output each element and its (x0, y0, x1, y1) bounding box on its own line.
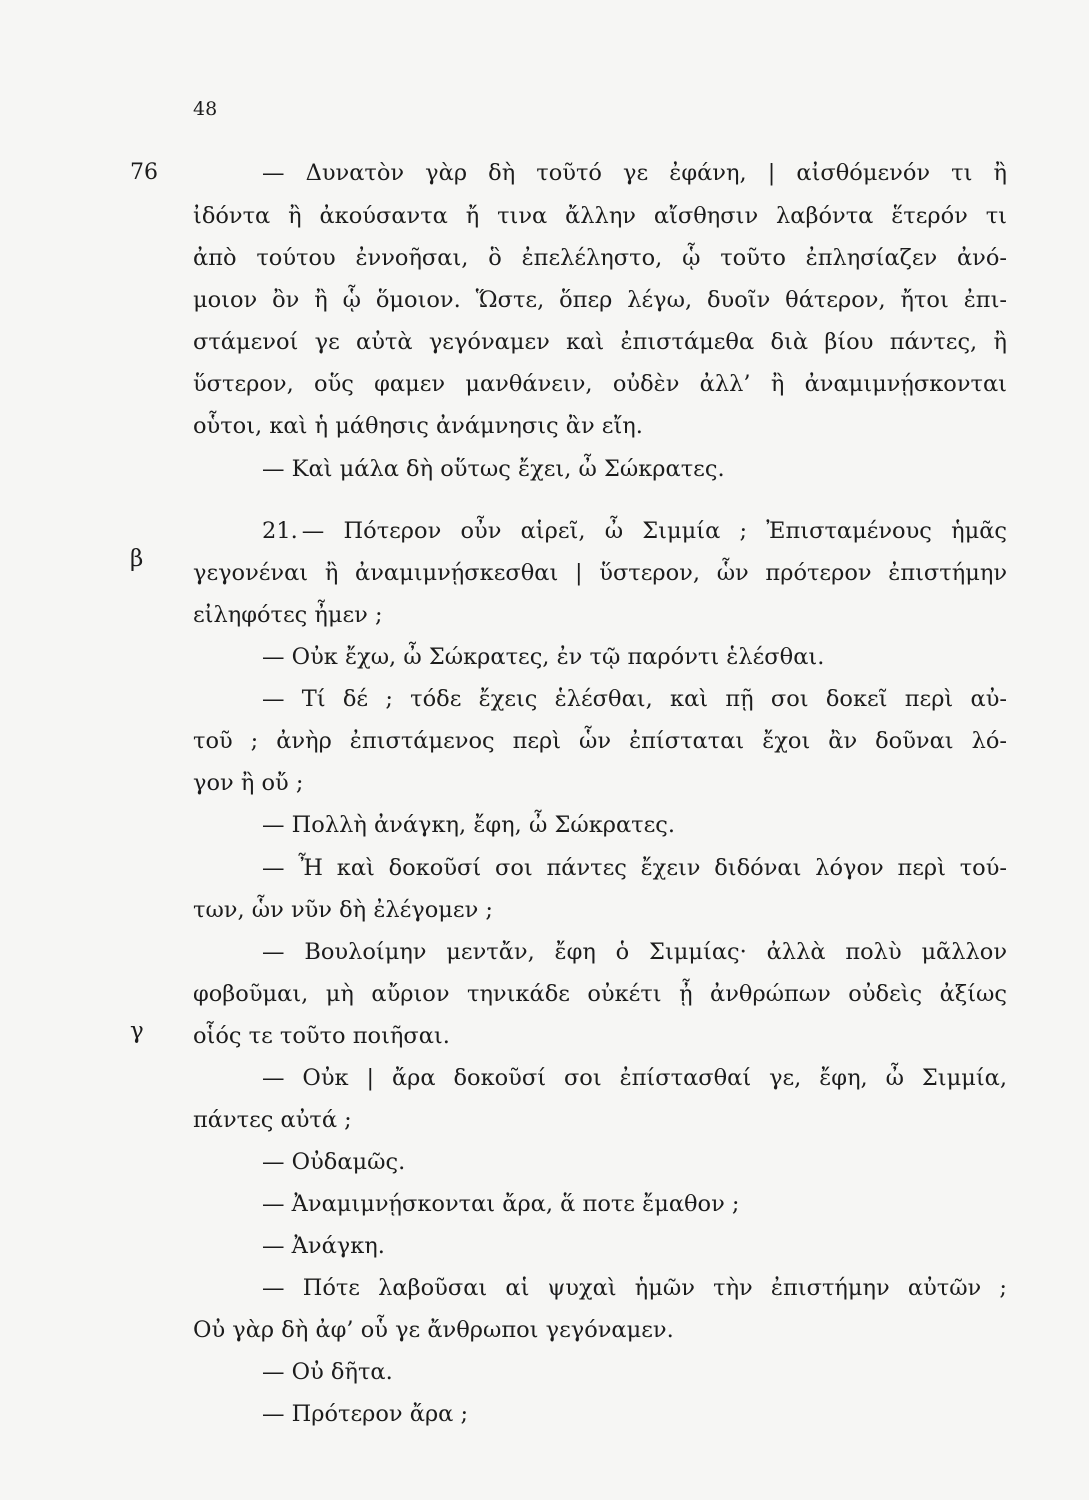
text-line: των, ὧν νῦν δὴ ἐλέγομεν ; (193, 897, 493, 923)
text-line: οὗτοι, καὶ ἡ μάθησις ἀνάμνησις ἂν εἴη. (193, 413, 643, 439)
text-line: γον ἢ οὔ ; (193, 770, 304, 796)
text-line: οἷός τε τοῦτο ποιῆσαι. (193, 1023, 450, 1049)
text-line: — Δυνατὸν γὰρ δὴ τοῦτό γε ἐφάνη, | αἰσθόμενόν τι ἢ (262, 160, 1007, 186)
margin-mark-gamma: γ (130, 1018, 144, 1044)
text-line: — Οὐκ | ἄρα δοκοῦσί σοι ἐπίστασθαί γε, ἔφη, ὦ Σιμμία, (262, 1065, 1007, 1091)
text-line: εἰληφότες ἦμεν ; (193, 602, 383, 628)
margin-mark-76: 76 (130, 160, 158, 185)
text-line: — Τί δέ ; τόδε ἔχεις ἑλέσθαι, καὶ πῇ σοι δοκεῖ περὶ αὐ- (262, 686, 1007, 712)
text-line: — Ἀναμιμνῄσκονται ἄρα, ἅ ποτε ἔμαθον ; (262, 1191, 740, 1217)
text-line: — Καὶ μάλα δὴ οὕτως ἔχει, ὦ Σώκρατες. (262, 456, 725, 482)
text-line: — Πρότερον ἄρα ; (262, 1401, 469, 1427)
text-line: Οὐ γὰρ δὴ ἀφ’ οὗ γε ἄνθρωποι γεγόναμεν. (193, 1317, 674, 1343)
text-line: ἰδόντα ἢ ἀκούσαντα ἤ τινα ἄλλην αἴσθησιν λαβόντα ἕτερόν τι (193, 203, 1007, 229)
text-line: φοβοῦμαι, μὴ αὔριον τηνικάδε οὐκέτι ᾖ ἀνθρώπων οὐδεὶς ἀξίως (193, 981, 1007, 1007)
text-line: — Πολλὴ ἀνάγκη, ἔφη, ὦ Σώκρατες. (262, 812, 676, 838)
text-line: — Πότε λαβοῦσαι αἱ ψυχαὶ ἡμῶν τὴν ἐπιστήμην αὐτῶν ; (262, 1275, 1007, 1301)
text-line: πάντες αὐτά ; (193, 1107, 352, 1133)
text-line: ἀπὸ τούτου ἐννοῆσαι, ὃ ἐπελέληστο, ᾧ τοῦτο ἐπλησίαζεν ἀνό- (193, 245, 1007, 271)
section-number: 21. (262, 518, 298, 544)
text-line: — Ἀνάγκη. (262, 1233, 385, 1259)
page-number: 48 (193, 98, 218, 120)
section-text: — Πότερον οὖν αἱρεῖ, ὦ Σιμμία ; Ἐπισταμένους ἡμᾶς (301, 518, 1007, 544)
text-line: μοιον ὂν ἢ ᾧ ὅμοιον. Ὥστε, ὅπερ λέγω, δυοῖν θάτερον, ἤτοι ἐπι- (193, 287, 1007, 313)
text-line: ὕστερον, οὕς φαμεν μανθάνειν, οὐδὲν ἀλλ’ ἢ ἀναμιμνῄσκονται (193, 371, 1007, 397)
text-line: — Ἦ καὶ δοκοῦσί σοι πάντες ἔχειν διδόναι λόγον περὶ τού- (262, 855, 1007, 881)
text-line: — Βουλοίμην μεντἄν, ἔφη ὁ Σιμμίας· ἀλλὰ πολὺ μᾶλλον (262, 939, 1007, 965)
text-line: — Οὐκ ἔχω, ὦ Σώκρατες, ἐν τῷ παρόντι ἑλέσθαι. (262, 644, 825, 670)
margin-mark-beta: β (130, 546, 144, 572)
text-line: στάμενοί γε αὐτὰ γεγόναμεν καὶ ἐπιστάμεθα διὰ βίου πάντες, ἢ (193, 329, 1007, 355)
text-line: — Οὐδαμῶς. (262, 1149, 406, 1175)
text-line: γεγονέναι ἢ ἀναμιμνῄσκεσθαι | ὕστερον, ὧν πρότερον ἐπιστήμην (193, 560, 1007, 586)
text-line: — Οὐ δῆτα. (262, 1359, 393, 1385)
text-line: τοῦ ; ἀνὴρ ἐπιστάμενος περὶ ὧν ἐπίσταται ἔχοι ἂν δοῦναι λό- (193, 728, 1007, 754)
section-line (262, 520, 1007, 543)
